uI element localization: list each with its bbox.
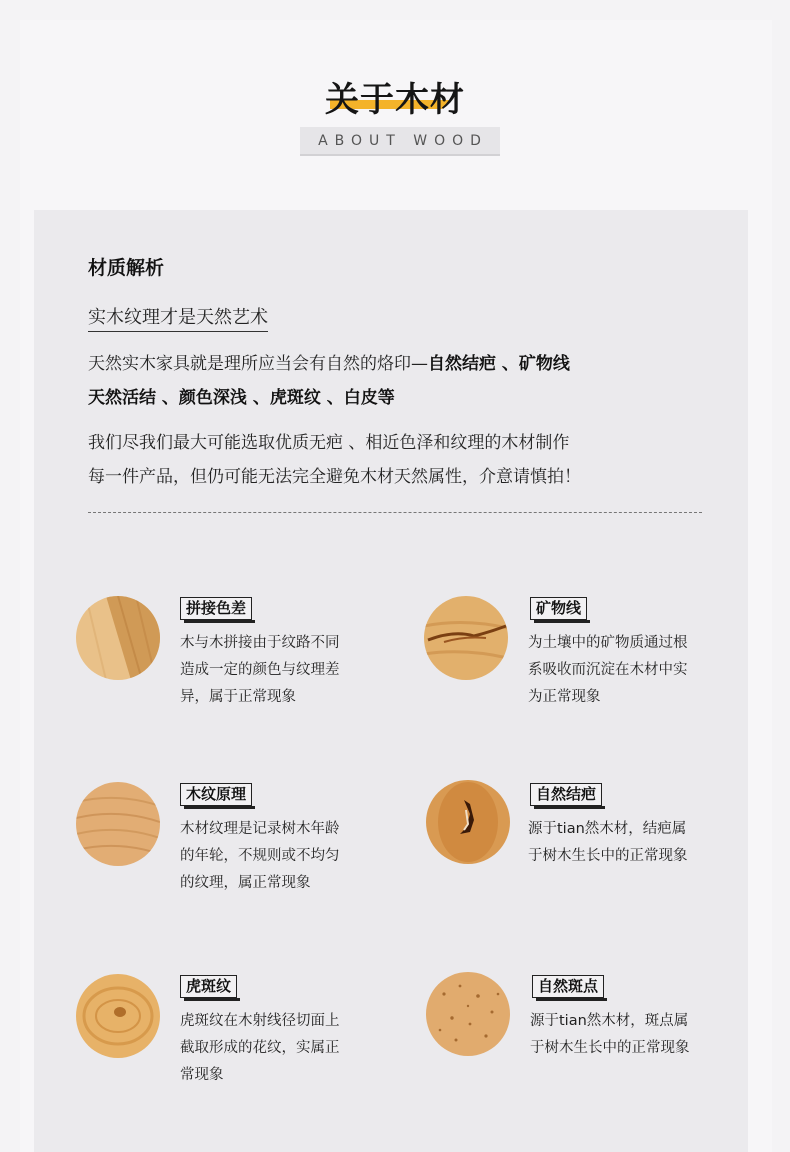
item-tag-spots: 自然斑点 xyxy=(532,975,604,998)
item-desc-grain xyxy=(180,816,340,897)
notice-line-1: 我们尽我们最大可能选取优质无疤 、相近色泽和纹理的木材制作 xyxy=(88,433,570,453)
desc-line: 源于tian然木材，斑点属 xyxy=(530,1013,689,1029)
desc-line: 木材纹理是记录树木年龄 xyxy=(180,821,340,837)
natural-knot-image xyxy=(426,780,510,864)
desc-line: 造成一定的颜色与纹理差 xyxy=(180,662,340,678)
item-desc-splice xyxy=(180,630,340,711)
item-desc-tiger xyxy=(180,1008,340,1089)
natural-spots-image xyxy=(426,972,510,1056)
section-heading: 材质解析 xyxy=(88,257,165,279)
page-subtitle: ABOUT WOOD xyxy=(300,127,500,156)
desc-line: 于树木生长中的正常现象 xyxy=(528,848,688,864)
desc-line: 为土壤中的矿物质通过根 xyxy=(528,635,688,651)
desc-line: 源于tian然木材，结疤属 xyxy=(528,821,687,837)
desc-line: 的纹理，属正常现象 xyxy=(180,875,311,891)
intro-line-1-bold: 自然结疤 、矿物线 xyxy=(428,354,570,374)
desc-line: 木与木拼接由于纹路不同 xyxy=(180,635,340,651)
notice-line-2: 每一件产品，但仍可能无法完全避免木材天然属性，介意请慎拍！ xyxy=(88,467,581,487)
item-desc-knot xyxy=(528,816,688,870)
item-tag-mineral: 矿物线 xyxy=(530,597,587,620)
item-tag-grain: 木纹原理 xyxy=(180,783,252,806)
page-title: 关于木材 xyxy=(325,80,465,120)
item-tag-tiger: 虎斑纹 xyxy=(180,975,237,998)
desc-line: 虎斑纹在木射线径切面上 xyxy=(180,1013,340,1029)
intro-line-2 xyxy=(88,383,395,408)
wood-grain-image xyxy=(76,782,160,866)
wood-splice-image xyxy=(76,596,160,680)
intro-line-1-text: 天然实木家具就是理所应当会有自然的烙印— xyxy=(88,354,428,374)
desc-line: 的年轮，不规则或不均匀 xyxy=(180,848,340,864)
desc-line: 于树木生长中的正常现象 xyxy=(530,1040,690,1056)
divider xyxy=(88,512,702,513)
desc-line: 异，属于正常现象 xyxy=(180,689,296,705)
item-desc-spots xyxy=(530,1008,690,1062)
section-tagline: 实木纹理才是天然艺术 xyxy=(88,303,268,332)
tiger-stripe-image xyxy=(76,974,160,1058)
item-tag-knot: 自然结疤 xyxy=(530,783,602,806)
desc-line: 系吸收而沉淀在木材中实 xyxy=(528,662,688,678)
desc-line: 截取形成的花纹，实属正 xyxy=(180,1040,340,1056)
desc-line: 常现象 xyxy=(180,1067,224,1083)
intro-line-2-bold: 天然活结 、颜色深浅 、虎斑纹 、白皮等 xyxy=(88,388,395,408)
item-tag-splice: 拼接色差 xyxy=(180,597,252,620)
intro-line-1 xyxy=(88,349,570,374)
item-desc-mineral xyxy=(528,630,688,711)
desc-line: 为正常现象 xyxy=(528,689,601,705)
mineral-line-image xyxy=(424,596,508,680)
